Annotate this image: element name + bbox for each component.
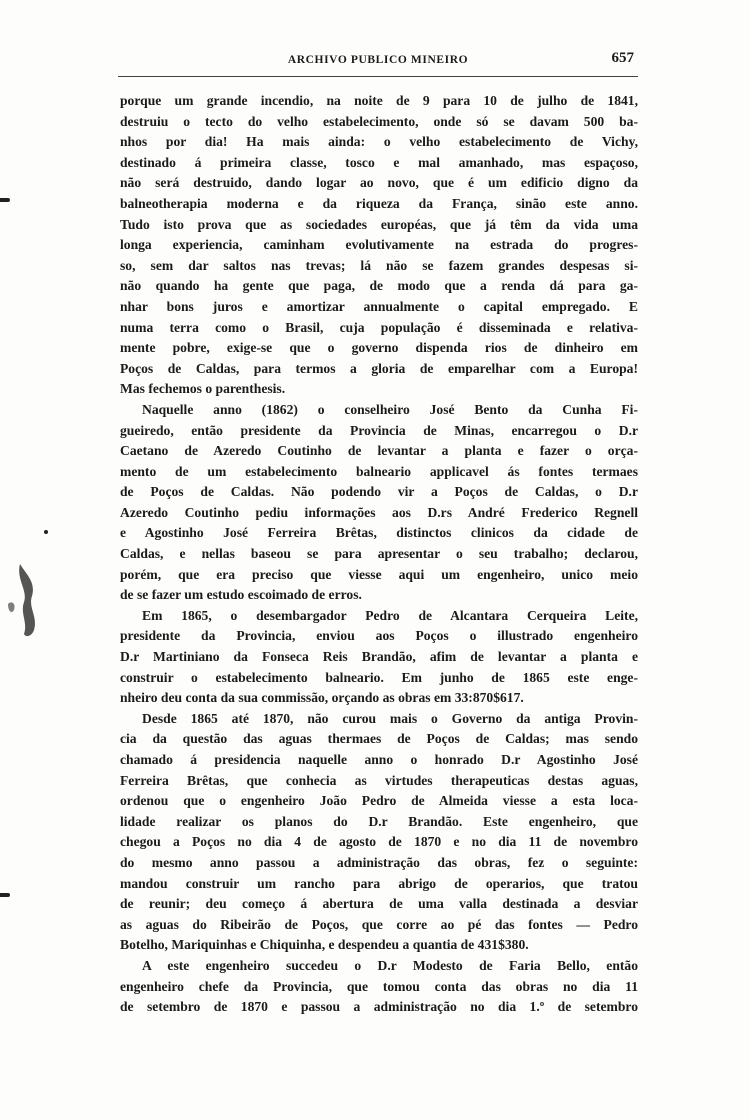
text-line: construir o estabelecimento balneario. Em junho de 1865 este enge- [120, 669, 638, 685]
text-line: nhar bons juros e amortizar annualmente o capital empregado. E [120, 298, 638, 314]
text-line: as aguas do Ribeirão de Poços, que corre ao pé das fontes — Pedro [120, 916, 638, 932]
text-line: Ferreira Brêtas, que conhecia as virtudes therapeuticas destas aguas, [120, 772, 638, 788]
page-number: 657 [611, 50, 634, 66]
text-line: do mesmo anno passou a administração das obras, fez o seguinte: [120, 854, 638, 870]
text-line: mandou construir um rancho para abrigo de operarios, que tratou [120, 875, 638, 891]
text-line: de Poços de Caldas. Não podendo vir a Poços de Caldas, o D.r [120, 484, 638, 500]
text-line: gueiredo, então presidente da Provincia de Minas, encarregou o D.r [120, 422, 638, 438]
text-line: engenheiro chefe da Provincia, que tomou conta das obras no dia 11 [120, 978, 638, 994]
margin-mark [0, 198, 10, 202]
text-line: porque um grande incendio, na noite de 9 para 10 de julho de 1841, [120, 93, 638, 108]
body-text [120, 91, 638, 1018]
margin-mark [0, 893, 10, 897]
text-line: D.r Martiniano da Fonseca Reis Brandão, afim de levantar a planta e [120, 649, 638, 665]
header-rule [118, 76, 638, 77]
text-line: Em 1865, o desembargador Pedro de Alcantara Cerqueira Leite, [142, 607, 638, 623]
text-line: so, sem dar saltos nas trevas; lá não se fazem grandes despesas si- [120, 257, 638, 273]
text-line: não será destruido, dando logar ao novo, que é um edificio digno da [120, 175, 638, 191]
text-line: A este engenheiro succedeu o D.r Modesto de Faria Bello, então [142, 957, 638, 973]
ink-stain [6, 560, 46, 640]
text-line: Caetano de Azeredo Coutinho de levantar a planta e fazer o orça- [120, 443, 638, 459]
text-line: mente pobre, exige-se que o governo dispenda rios de dinheiro em [120, 340, 638, 356]
text-line: numa terra como o Brasil, cuja população é disseminada e relativa- [120, 319, 638, 335]
running-title: ARCHIVO PUBLICO MINEIRO [287, 54, 469, 66]
text-line: nhos por dia! Ha mais ainda: o velho estabelecimento de Vichy, [120, 134, 638, 150]
text-line: longa experiencia, caminham evolutivamente na estrada do progres- [120, 237, 638, 253]
text-line: não quando ha gente que paga, de modo que a renda dá para ga- [120, 278, 638, 294]
text-line: cia da questão das aguas thermaes de Poços de Caldas; mas sendo [120, 731, 638, 747]
text-line: lidade realizar os planos do D.r Brandão. Este engenheiro, que [120, 813, 638, 829]
text-line: e Agostinho José Ferreira Brêtas, distinctos clinicos da cidade de [120, 525, 638, 541]
text-line: mento de um estabelecimento balneario applicavel ás fontes termaes [120, 463, 638, 479]
text-line: de reunir; deu começo á abertura de uma valla destinada a desviar [120, 896, 638, 912]
text-line: nheiro deu conta da sua commissão, orçando as obras em 33:870$617. [120, 690, 524, 706]
text-line: ordenou que o engenheiro João Pedro de Almeida viesse a esta loca- [120, 793, 638, 809]
text-line: Poços de Caldas, para termos a gloria de emparelhar com a Europa! [120, 360, 638, 376]
text-line: Mas fechemos o parenthesis. [120, 381, 286, 397]
text-line: Tudo isto prova que as sociedades européas, que já têm da vida uma [120, 216, 638, 232]
text-line: Azeredo Coutinho pediu informações aos D.rs André Frederico Regnell [120, 504, 638, 520]
text-line: de setembro de 1870 e passou a administração no dia 1.º de setembro [120, 999, 638, 1015]
page-header [118, 50, 638, 74]
margin-dot [44, 530, 48, 534]
text-line: chegou a Poços no dia 4 de agosto de 1870 e no dia 11 de novembro [120, 834, 638, 850]
text-line: Caldas, e nellas baseou se para apresentar o seu trabalho; declarou, [120, 546, 638, 562]
text-line: presidente da Provincia, enviou aos Poços o illustrado engenheiro [120, 628, 638, 644]
text-line: porém, que era preciso que viesse aqui um engenheiro, unico meio [120, 566, 638, 582]
text-line: Desde 1865 até 1870, não curou mais o Governo da antiga Provin- [142, 710, 638, 726]
text-line: destinado á primeira classe, tosco e mal amanhado, mas espaçoso, [120, 154, 638, 170]
text-line: balneotherapia moderna e da riqueza da França, sinão este anno. [120, 195, 638, 211]
text-line: Botelho, Mariquinhas e Chiquinha, e despendeu a quantia de 431$380. [120, 937, 529, 953]
text-line: destruiu o tecto do velho estabelecimento, onde só se davam 500 ba- [120, 113, 638, 129]
text-line: Naquelle anno (1862) o conselheiro José Bento da Cunha Fi- [142, 401, 638, 417]
text-line: de se fazer um estudo escoimado de erros. [120, 587, 362, 603]
text-line: chamado á presidencia naquelle anno o honrado D.r Agostinho José [120, 752, 638, 767]
